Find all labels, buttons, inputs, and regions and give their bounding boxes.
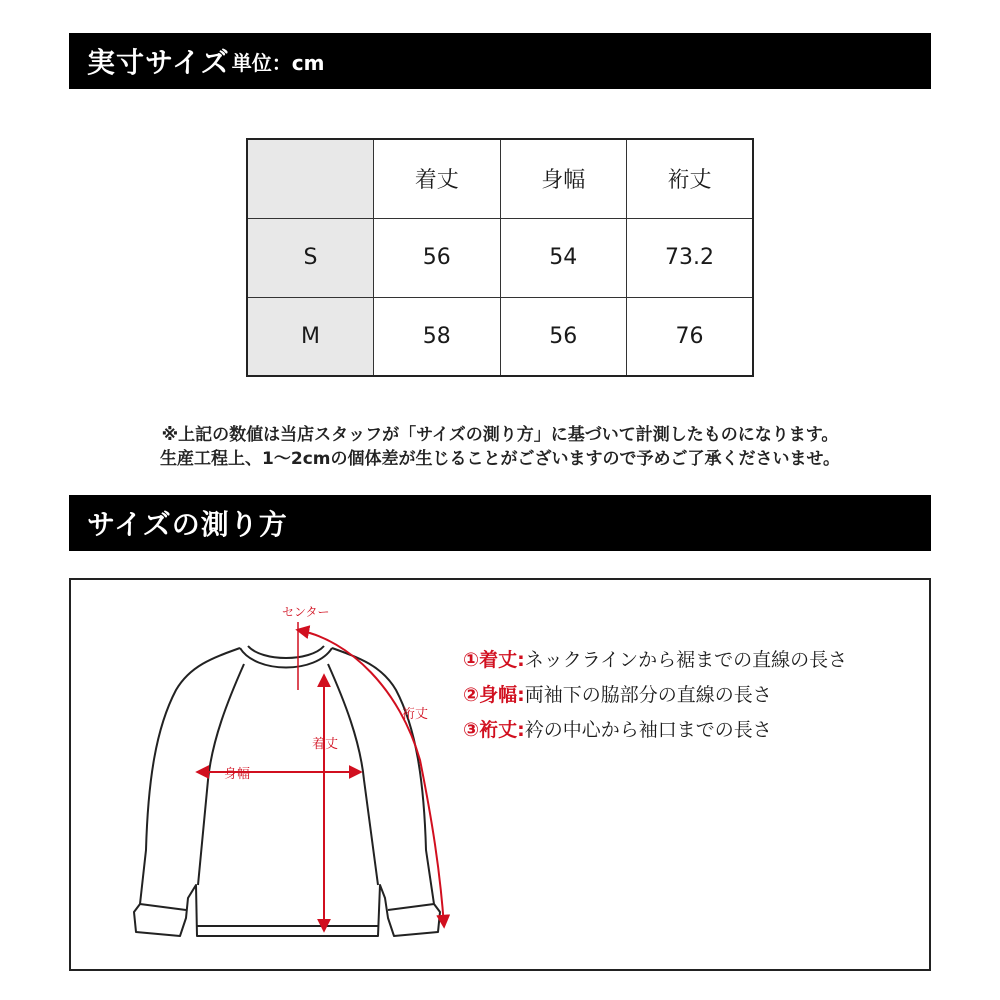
size-table bbox=[246, 138, 754, 377]
sleeve-label: 裄丈 bbox=[402, 707, 429, 722]
column-header-length: 着丈 bbox=[374, 139, 501, 218]
legend-item-width bbox=[463, 680, 772, 707]
table-cell: 58 bbox=[374, 297, 501, 376]
table-header-row bbox=[247, 139, 753, 218]
measurement-note-line-2: 生産工程上、1〜2cmの個体差が生じることがございますので予めご了承くださいませ。 bbox=[160, 449, 840, 469]
sweatshirt-diagram bbox=[110, 600, 460, 940]
how-to-measure-title: サイズの測り方 bbox=[87, 508, 288, 541]
table-cell: 56 bbox=[500, 297, 627, 376]
size-label-cell: M bbox=[247, 297, 374, 376]
legend-desc: ネックラインから裾までの直線の長さ bbox=[524, 649, 848, 671]
how-to-measure-header-bar bbox=[69, 495, 931, 551]
table-cell: 73.2 bbox=[627, 218, 754, 297]
center-label: センター bbox=[282, 605, 330, 619]
legend-key: ①着丈: bbox=[463, 649, 525, 671]
table-row bbox=[247, 297, 753, 376]
width-label: 身幅 bbox=[224, 767, 251, 782]
legend-desc: 両袖下の脇部分の直線の長さ bbox=[524, 684, 772, 706]
column-header-width: 身幅 bbox=[500, 139, 627, 218]
measurement-note-line-1: ※上記の数値は当店スタッフが「サイズの測り方」に基づいて計測したものになります。 bbox=[161, 425, 839, 445]
size-label-cell: S bbox=[247, 218, 374, 297]
legend-item-length bbox=[463, 645, 847, 672]
sweatshirt-outline bbox=[134, 646, 440, 936]
legend-desc: 衿の中心から袖口までの長さ bbox=[524, 719, 772, 741]
table-corner-cell bbox=[247, 139, 374, 218]
legend-item-sleeve bbox=[463, 715, 772, 742]
unit-label: 単位：cm bbox=[231, 50, 325, 75]
table-row bbox=[247, 218, 753, 297]
legend-key: ②身幅: bbox=[463, 684, 525, 706]
table-cell: 56 bbox=[374, 218, 501, 297]
sleeve-arrow bbox=[298, 630, 444, 926]
column-header-sleeve: 裄丈 bbox=[627, 139, 754, 218]
table-cell: 54 bbox=[500, 218, 627, 297]
size-header-title: 実寸サイズ bbox=[87, 46, 230, 79]
size-header-bar bbox=[69, 33, 931, 89]
table-cell: 76 bbox=[627, 297, 754, 376]
length-label: 着丈 bbox=[312, 737, 339, 752]
legend-key: ③裄丈: bbox=[463, 719, 525, 741]
